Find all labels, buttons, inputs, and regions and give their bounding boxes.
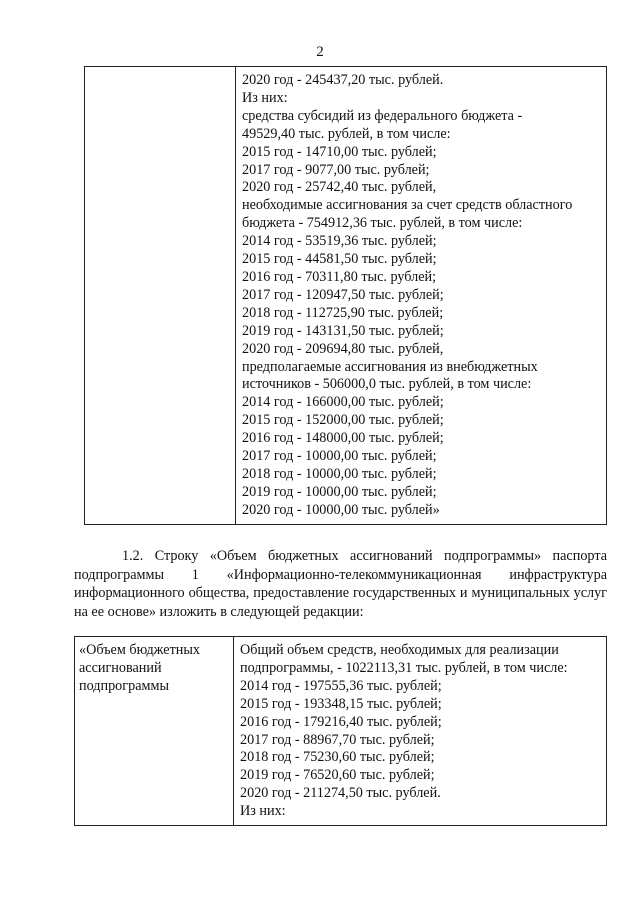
table-row xyxy=(85,67,607,525)
text-line: подпрограммы, - 1022113,31 тыс. рублей, в том числе: xyxy=(240,659,568,676)
text-line: необходимые ассигнования за счет средств областного xyxy=(242,197,573,214)
text-line: 2019 год - 76520,60 тыс. рублей; xyxy=(240,767,435,784)
text-line: 2019 год - 10000,00 тыс. рублей; xyxy=(242,483,437,500)
text-line: 2015 год - 14710,00 тыс. рублей; xyxy=(242,143,437,160)
text-line: Общий объем средств, необходимых для реализации xyxy=(240,642,559,658)
label-line: подпрограммы xyxy=(79,677,169,694)
text-line: 2017 год - 88967,70 тыс. рублей; xyxy=(240,731,435,748)
text-line: 2018 год - 10000,00 тыс. рублей; xyxy=(242,465,437,482)
text-line: Из них: xyxy=(242,89,288,106)
text-line: источников - 506000,0 тыс. рублей, в том числе: xyxy=(242,376,532,393)
text-line: средства субсидий из федерального бюджета - xyxy=(242,107,523,124)
text-line: 2015 год - 193348,15 тыс. рублей; xyxy=(240,695,442,712)
label-line: «Объем бюджетных xyxy=(79,642,201,658)
text-line: бюджета - 754912,36 тыс. рублей, в том числе: xyxy=(242,215,523,232)
text-line: предполагаемые ассигнования из внебюджетных xyxy=(242,358,538,375)
text-line: 2014 год - 53519,36 тыс. рублей; xyxy=(242,233,437,250)
text-line: 2016 год - 179216,40 тыс. рублей; xyxy=(240,713,442,730)
text-line: 2014 год - 166000,00 тыс. рублей; xyxy=(242,394,444,411)
text-line: 49529,40 тыс. рублей, в том числе: xyxy=(242,125,451,142)
label-line: ассигнований xyxy=(79,659,162,676)
amendment-paragraph: 1.2. Строку «Объем бюджетных ассигнований подпрограммы» паспорта подпрограммы 1 «Информационно-телекоммуникационная инфраструктура информационного общества, предоставление государственных и муниципальных услуг на ее основе» изложить в следующей редакции: xyxy=(74,548,607,620)
text-line: 2020 год - 209694,80 тыс. рублей, xyxy=(242,340,444,357)
text-line: 2017 год - 9077,00 тыс. рублей; xyxy=(242,161,430,178)
text-line: 2020 год - 10000,00 тыс. рублей» xyxy=(242,501,440,518)
text-line: 2016 год - 70311,80 тыс. рублей; xyxy=(242,268,437,285)
table-cell-label xyxy=(75,637,234,826)
table-cell-label-empty xyxy=(85,67,236,525)
text-line: 2015 год - 44581,50 тыс. рублей; xyxy=(242,251,437,268)
text-line: 2015 год - 152000,00 тыс. рублей; xyxy=(242,412,444,429)
table-cell-funding-details xyxy=(236,67,607,525)
text-line: 2020 год - 245437,20 тыс. рублей. xyxy=(242,72,444,88)
passport-table-new xyxy=(74,636,607,826)
text-line: 2017 год - 10000,00 тыс. рублей; xyxy=(242,448,437,465)
passport-table-continued xyxy=(84,66,607,525)
text-line: 2018 год - 112725,90 тыс. рублей; xyxy=(242,304,444,321)
text-line: 2017 год - 120947,50 тыс. рублей; xyxy=(242,286,444,303)
text-line: 2016 год - 148000,00 тыс. рублей; xyxy=(242,430,444,447)
page-number: 2 xyxy=(316,44,324,60)
text-line: 2014 год - 197555,36 тыс. рублей; xyxy=(240,677,442,694)
text-line: 2019 год - 143131,50 тыс. рублей; xyxy=(242,322,444,339)
text-line: 2020 год - 211274,50 тыс. рублей. xyxy=(240,785,441,802)
text-line: 2018 год - 75230,60 тыс. рублей; xyxy=(240,749,435,766)
text-line: 2020 год - 25742,40 тыс. рублей, xyxy=(242,179,437,196)
table-cell-funding-details xyxy=(234,637,607,826)
table-row xyxy=(75,637,607,826)
text-line: Из них: xyxy=(240,803,286,820)
